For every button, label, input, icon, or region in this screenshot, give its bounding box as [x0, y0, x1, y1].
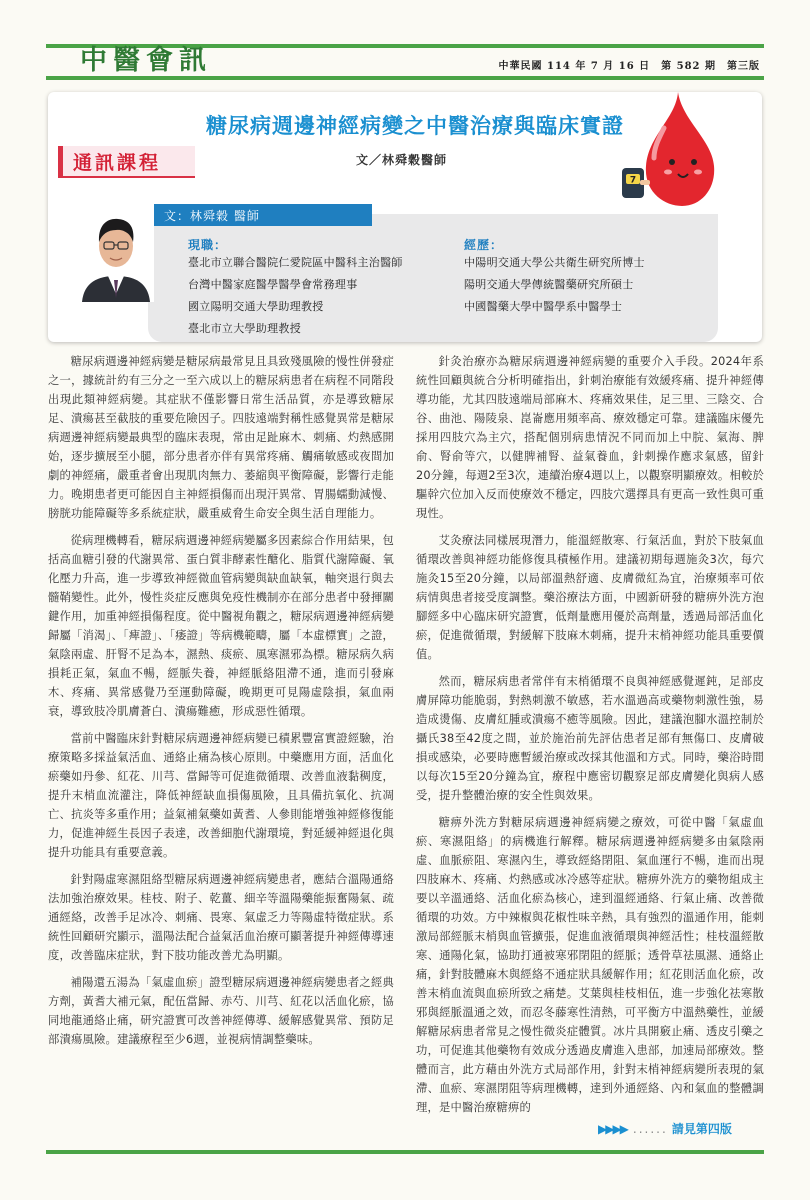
continued-label: 請見第四版 — [671, 1122, 732, 1136]
author-info-box — [78, 204, 718, 334]
body-paragraph: 針灸治療亦為糖尿病週邊神經病變的重要介入手段。2024年系統性回顧與統合分析明確指出，針刺治療能有效緩疼痛、提升神經傳導功能，尤其四肢遠端局部麻木、疼痛效果佳，足三里、三陰交、合谷、曲池、陽陵泉、崑崙應用頻率高、療效穩定可靠。建議臨床優先採用四肢穴為主穴，搭配個別病患情況不同而加上中脘、氣海、脾俞、腎俞等穴，以健脾補腎、益氣養血，針刺操作應求氣感，留針20分鐘，每週2至3次，連續治療4週以上，以觀察明顯療效。相較於驅幹穴位加入反而使療效不穩定，四肢穴選擇具有更高一致性與可重現性。 — [416, 355, 764, 520]
body-paragraph: 糖尿病週邊神經病變是糖尿病最常見且具致殘風險的慢性併發症之一，據統計約有三分之一至六成以上的糖尿病患者在病程不同階段出現此類神經病變。其症狀不僅影響日常生活品質，亦是導致糖尿足、潰瘍甚至截肢的重要危險因子。四肢遠端對稱性感覺異常是糖尿病週邊神經病變最典型的臨床表現，常由足趾麻木、刺痛、灼熱感開始，逐步擴展至小腿，部分患者亦伴有異常疼痛、觸痛敏感或夜間加劇的神經痛，嚴重者會出現肌肉無力、萎縮與平衡障礙，影響行走能力。晚期患者更可能因自主神經損傷而出現汗異常、胃腸蠕動減慢、膀胱功能障礙等多系統症狀，嚴重威脅生命安全與生活自理能力。 — [48, 355, 394, 520]
blood-drop-mascot-icon — [618, 88, 718, 208]
experience-list — [464, 252, 645, 318]
section-tag-label: 通訊課程 — [73, 152, 162, 174]
footer-rule — [46, 1150, 764, 1154]
continued-on-page-four-link[interactable] — [598, 1120, 732, 1137]
glucose-meter-number: 7 — [629, 175, 637, 186]
masthead — [46, 44, 764, 82]
body-column-left — [48, 352, 394, 1057]
leader-dots: ...... — [632, 1122, 668, 1136]
article-title: 糖尿病週邊神經病變之中醫治療與臨床實證 — [206, 114, 624, 138]
current-positions-heading: 現職： — [188, 238, 228, 252]
experience-item: 中陽明交通大學公共衛生研究所博士 — [464, 256, 645, 269]
experience-item: 陽明交通大學傳統醫藥研究所碩士 — [464, 278, 634, 291]
experience-heading: 經歷： — [464, 238, 504, 252]
current-position: 臺北市立大學助理教授 — [188, 322, 301, 335]
experience-item: 中國醫藥大學中醫學系中醫學士 — [464, 300, 623, 313]
current-position: 國立陽明交通大學助理教授 — [188, 300, 324, 313]
body-paragraph: 針對陽虛寒濕阻絡型糖尿病週邊神經病變患者，應結合溫陽通絡法加強治療效果。桂枝、附子、乾薑、細辛等溫陽藥能振奮陽氣、疏通經絡，改善手足冰冷、刺痛、畏寒、氣虛乏力等陽虛特徵症狀。系統性回顧研究顯示，溫陽法配合益氣活血治療可顯著提升神經傳導速度，改善臨床症狀，對下肢功能改善尤為明顯。 — [48, 873, 394, 962]
section-tag — [58, 146, 195, 178]
body-paragraph: 補陽還五湯為「氣虛血瘀」證型糖尿病週邊神經病變患者之經典方劑，黃耆大補元氣，配伍當歸、赤芍、川芎、紅花以活血化瘀，協同地龍通絡止痛，研究證實可改善神經傳導、緩解感覺異常、預防足部潰瘍風險。建議療程至少6週，並視病情調整藥味。 — [48, 976, 394, 1046]
author-name-bar — [148, 204, 372, 226]
masthead-bottom-rule — [46, 76, 764, 80]
author-name: 文：林舜穀 醫師 — [164, 209, 260, 223]
body-paragraph: 糖痹外洗方對糖尿病週邊神經病變之療效，可從中醫「氣虛血瘀、寒濕阻絡」的病機進行解釋。糖尿病週邊神經病變多由氣陰兩虛、血脈瘀阻、寒濕內生，導致經絡閉阻、氣血運行不暢，進而出現四肢麻木、疼痛、灼熱感或冰冷感等症狀。糖痹外洗方的藥物組成主要以辛溫通絡、活血化瘀為核心，達到溫經通絡、行氣止痛、改善微循環的功效。方中辣椒與花椒性味辛熱，具有強烈的溫通作用，能刺激局部經脈末梢與血管擴張，促進血液循環與神經活性；桂枝溫經散寒、通陽化氣，協助打通被寒邪閉阻的經脈；透骨草祛風濕、通絡止痛，針對肢體麻木與經絡不通症狀具緩解作用；紅花則活血化瘀，改善末梢血流與血瘀所致之痛楚。艾葉與桂枝相伍，進一步強化祛寒散邪與經脈溫通之效，而忍冬藤寒性清熱，可平衡方中溫熱藥性，並緩解糖尿病患者常見之慢性微炎症體質。冰片具開竅止痛、透皮引藥之功，可促進其他藥物有效成分透過皮膚進入患部，加速局部療效。整體而言，此方藉由外洗方式局部作用，針對末梢神經病變所表現的氣滯、血瘀、寒濕閉阻等病理機轉，達到外通經絡、內和氣血的整體調理，是中醫治療糖痹的 — [416, 816, 764, 1114]
arrows-icon: ▶▶▶▶ — [598, 1122, 627, 1136]
current-position: 臺北市立聯合醫院仁愛院區中醫科主治醫師 — [188, 256, 403, 269]
body-paragraph: 當前中醫臨床針對糖尿病週邊神經病變已積累豐富實證經驗，治療策略多採益氣活血、通絡止痛為核心原則。中藥應用方面，活血化瘀藥如丹參、紅花、川芎、當歸等可促進微循環、改善血液黏稠度，提升末梢血流灌注，降低神經缺血損傷風險，且具備抗氧化、抗凋亡、抗炎等多重作用；益氣補氣藥如黃耆、人參則能增強神經修復能力，促進神經生長因子表達，改善細胞代謝環境，對延緩神經退化與提升功能具有重要意義。 — [48, 732, 394, 859]
body-paragraph: 然而，糖尿病患者常伴有末梢循環不良與神經感覺遲鈍，足部皮膚屏障功能脆弱，對熱刺激不敏感，若水溫過高或藥物刺激性強，易造成燙傷、皮膚紅腫或潰瘍不癒等風險。因此，建議泡腳水溫控制於攝氏38至42度之間，並於施治前先評估患者足部有無傷口、皮膚破損或感染，必要時應暫緩治療或改採其他溫和方式。同時，藥浴時間以每次15至20分鐘為宜，療程中應密切觀察足部皮膚變化與病人感受，提升整體治療的安全性與效果。 — [416, 675, 764, 802]
article-byline: 文／林舜穀醫師 — [356, 153, 448, 167]
body-paragraph: 從病理機轉看，糖尿病週邊神經病變屬多因素綜合作用結果，包括高血糖引發的代謝異常、蛋白質非酵素性醣化、脂質代謝障礙、氧化壓力升高，進一步導致神經微血管病變與缺血缺氧，軸突退行與去髓鞘變性。此外，慢性炎症反應與免疫性機制亦在部分患者中發揮關鍵作用，加重神經損傷程度。從中醫視角觀之，糖尿病週邊神經病變歸屬「消渴」、「痺證」、「痿證」等病機範疇，屬「本虛標實」之證，氣陰兩虛、肝腎不足為本，濕熱、痰瘀、風寒濕邪為標。糖尿病久病損耗正氣，氣血不暢，經脈失養，神經脈絡阻滯不通，進而引發麻木、疼痛、異常感覺乃至運動障礙，晚期更可見陽虛陰損，氣血兩衰，導致肢冷肌膚蒼白、潰瘍難癒，形成惡性循環。 — [48, 534, 394, 718]
current-position: 台灣中醫家庭醫學醫學會常務理事 — [188, 278, 358, 291]
author-photo — [78, 202, 154, 302]
issue-info: 中華民國 114 年 7 月 16 日 第 582 期 第三版 — [498, 61, 760, 72]
body-column-right — [416, 352, 764, 1125]
body-paragraph: 艾灸療法同樣展現潛力，能溫經散寒、行氣活血，對於下肢氣血循環改善與神經功能修復具積極作用。建議初期每週施灸3次，每穴施灸15至20分鐘，以局部溫熱舒適、皮膚微紅為宜，治療頻率可依病情與患者接受度調整。藥浴療法方面，中國新研發的糖痹外洗方泡腳經多中心臨床研究證實，低劑量應用優於高劑量，透過局部活血化瘀，促進微循環，對緩解下肢麻木刺痛，提升末梢神經功能具重要價值。 — [416, 534, 764, 661]
newsletter-name: 中醫會訊 — [80, 45, 212, 76]
current-positions-list — [188, 252, 403, 340]
